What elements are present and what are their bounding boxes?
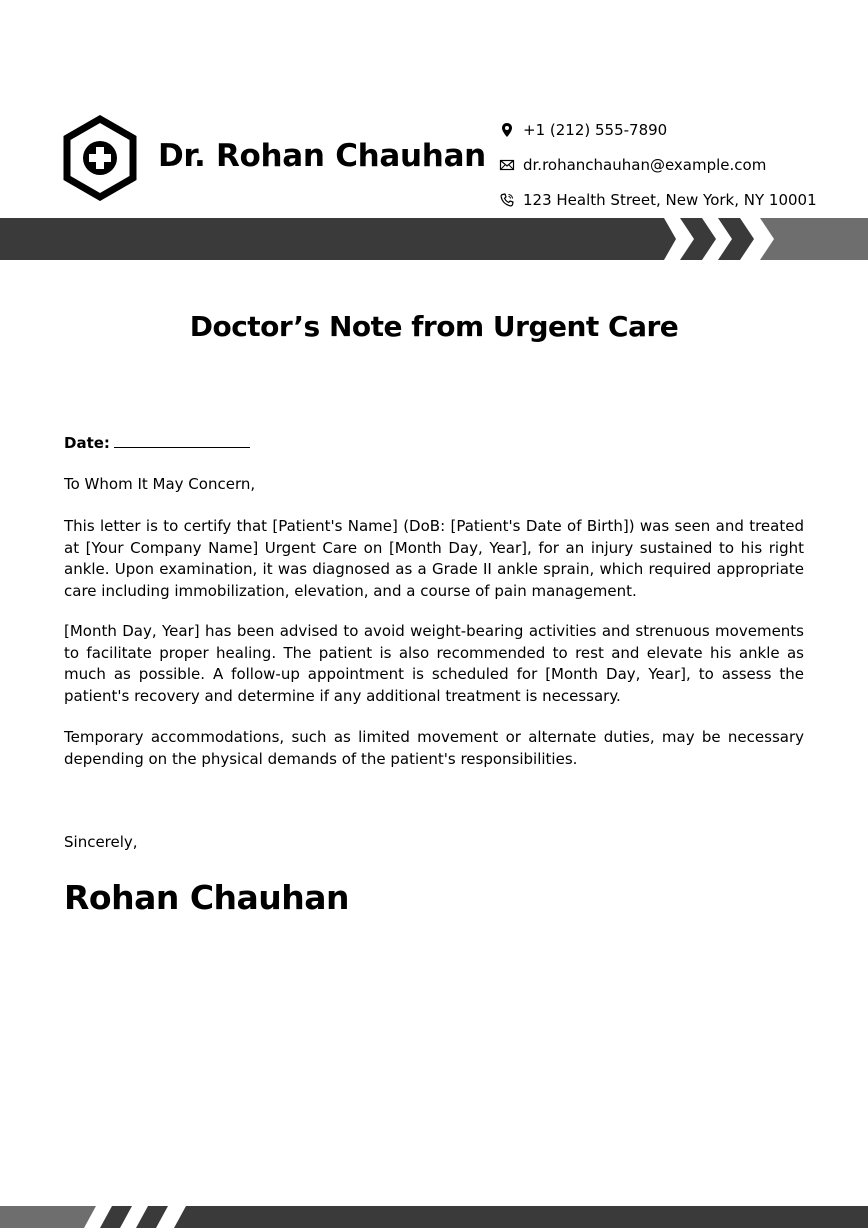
contact-address-row — [498, 182, 817, 217]
medical-cross-logo-icon — [62, 115, 138, 201]
contact-phone-text: +1 (212) 555-7890 — [523, 120, 668, 139]
body-paragraph-3: Temporary accommodations, such as limited movement or alternate duties, may be necessary depending on the physical demands of the patient's responsibilities. — [64, 728, 804, 768]
footer-band-decoration — [0, 1206, 868, 1228]
phone-icon — [498, 191, 516, 209]
contact-address-text: 123 Health Street, New York, NY 10001 — [523, 190, 817, 209]
contact-phone-row — [498, 112, 817, 147]
contact-email-text: dr.rohanchauhan@example.com — [523, 155, 767, 174]
envelope-icon — [498, 156, 516, 174]
body-paragraph-2: [Month Day, Year] has been advised to avoid weight-bearing activities and strenuous movements to facilitate proper healing. The patient is also recommended to rest and elevate his ankle as much as possible. A follow-up appointment is scheduled for [Month Day, Year], to assess the patient's recovery and determine if any additional treatment is necessary. — [64, 622, 804, 705]
contact-email-row — [498, 147, 817, 182]
header-band-decoration — [0, 218, 868, 260]
document-title: Doctor’s Note from Urgent Care — [189, 310, 679, 343]
date-label: Date: — [64, 434, 110, 452]
closing: Sincerely, — [64, 833, 138, 851]
doctor-name: Dr. Rohan Chauhan — [158, 138, 486, 174]
contact-info — [498, 112, 817, 217]
date-line — [64, 432, 804, 455]
greeting: To Whom It May Concern, — [64, 475, 256, 493]
signature-name: Rohan Chauhan — [64, 878, 350, 917]
location-pin-icon — [498, 121, 516, 139]
body-paragraph-1: This letter is to certify that [Patient's Name] (DoB: [Patient's Date of Birth]) was seen and treated at [Your Company Name] Urgent Care on [Month Day, Year], for an injury sustained to his right ankle. Upon examination, it was diagnosed as a Grade II ankle sprain, which required appropriate care including immobilization, elevation, and a course of pain management. — [64, 517, 804, 600]
date-blank-field — [114, 432, 250, 448]
